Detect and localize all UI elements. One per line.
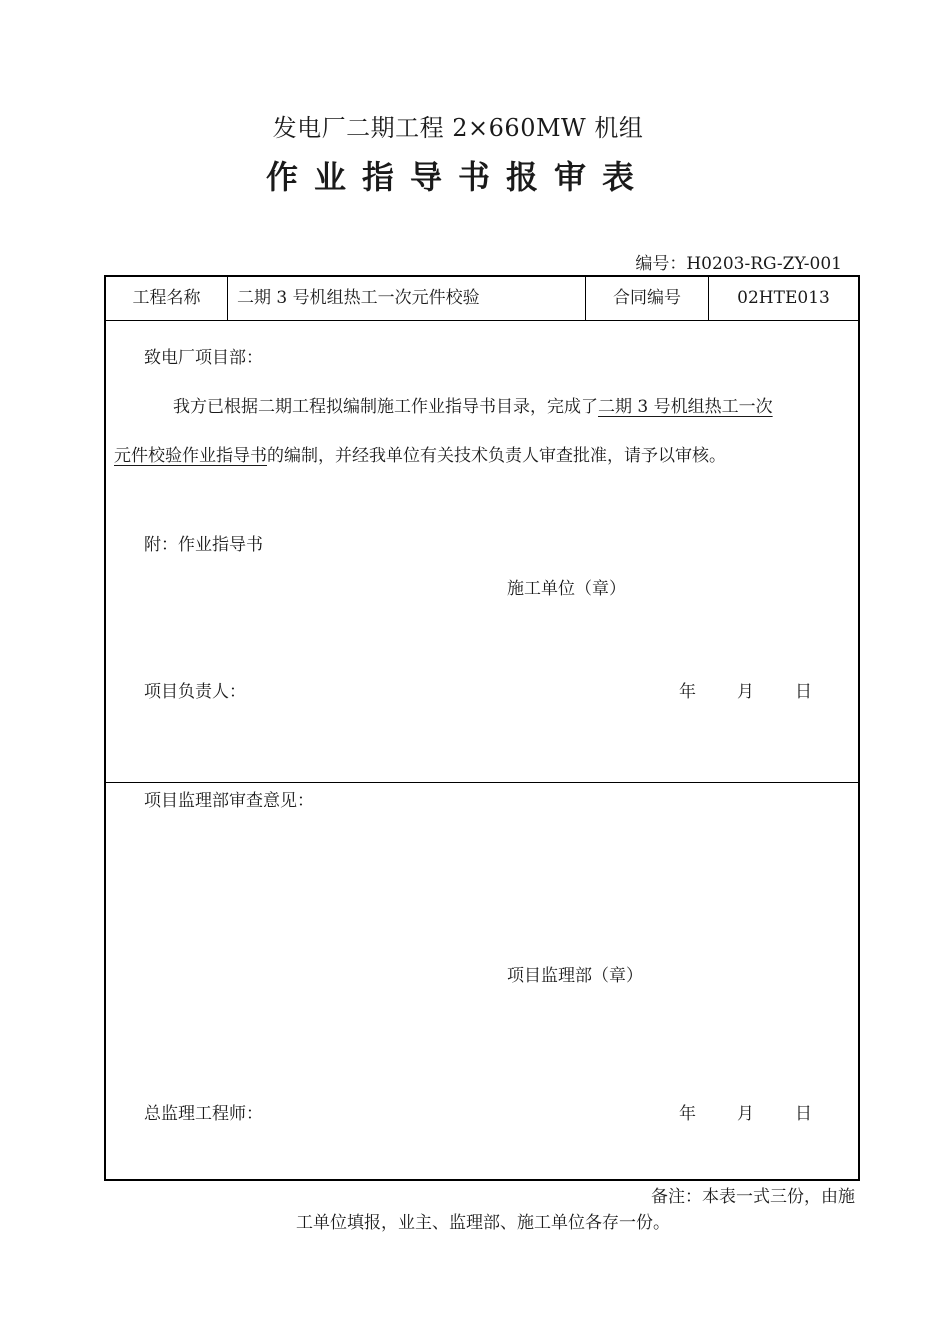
table-header-row — [106, 277, 858, 321]
footer-note-line-2: 工单位填报，业主、监理部、施工单位各存一份。 — [296, 1213, 670, 1233]
body-line-2 — [114, 441, 726, 466]
date-year-label: 年 — [679, 1104, 696, 1124]
underlined-document-name: 二期 3 号机组热工一次 — [598, 397, 773, 417]
contractor-seal-label: 施工单位（章） — [507, 579, 626, 599]
body-text: 的编制，并经我单位有关技术负责人审查批准，请予以审核。 — [267, 446, 726, 466]
project-name-value: 二期 3 号机组热工一次元件校验 — [237, 288, 480, 308]
date-month-label: 月 — [737, 1104, 754, 1124]
section-divider — [106, 782, 858, 783]
review-opinion-label: 项目监理部审查意见： — [144, 791, 314, 811]
document-title: 发电厂二期工程 2×660MW 机组 — [272, 114, 644, 142]
form-title: 作业指导书报审表 — [265, 158, 650, 196]
chief-supervisor-label: 总监理工程师： — [144, 1104, 263, 1124]
date-day-label: 日 — [795, 682, 812, 702]
date-day-label: 日 — [795, 1104, 812, 1124]
divider — [227, 277, 228, 320]
underlined-document-name: 元件校验作业指导书 — [114, 446, 267, 466]
document-number: 编号：H0203-RG-ZY-001 — [635, 254, 842, 274]
date-month-label: 月 — [737, 682, 754, 702]
project-manager-label: 项目负责人： — [144, 682, 246, 702]
attachment-label: 附：作业指导书 — [144, 535, 263, 555]
contract-number-label: 合同编号 — [613, 288, 681, 308]
salutation: 致电厂项目部： — [144, 348, 263, 368]
contract-number-value: 02HTE013 — [737, 288, 830, 308]
body-text: 我方已根据二期工程拟编制施工作业指导书目录，完成了 — [173, 397, 598, 417]
body-line-1 — [173, 392, 773, 417]
date-year-label: 年 — [679, 682, 696, 702]
project-name-label: 工程名称 — [132, 288, 201, 308]
supervision-seal-label: 项目监理部（章） — [507, 966, 643, 986]
footer-note-line-1: 备注：本表一式三份，由施 — [651, 1187, 855, 1207]
form-table — [104, 275, 860, 1181]
